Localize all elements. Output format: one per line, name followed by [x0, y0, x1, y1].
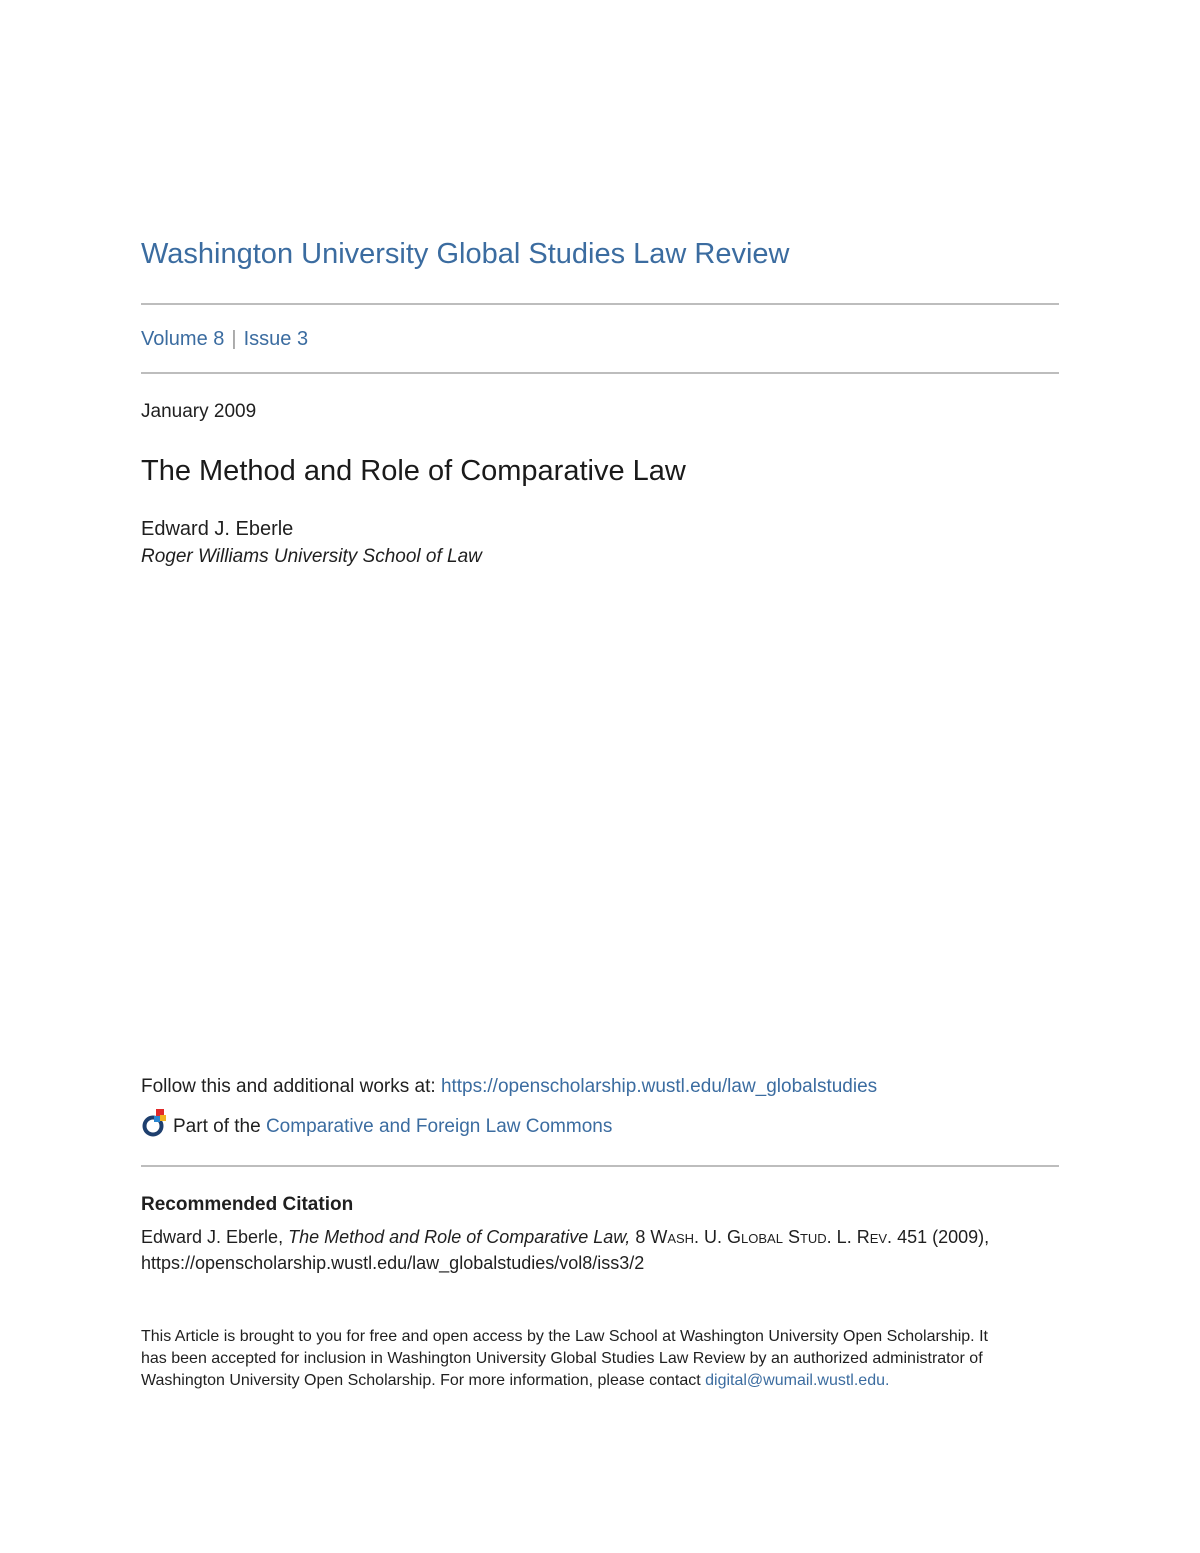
notice-text: This Article is brought to you for free and open access by the Law School at Washington University Open Scholarship. It has been accepted for inclusion in Washington University Global Studies Law Review by an authorized administrator of Washington University Open Scholarship. For more information, please contact: [141, 1328, 988, 1389]
follow-url-link[interactable]: https://openscholarship.wustl.edu/law_globalstudies: [440, 1076, 878, 1097]
citation-author: Edward J. Eberle,: [141, 1227, 284, 1247]
part-of-label: Part of the: [173, 1116, 261, 1137]
notice-end: .: [885, 1372, 890, 1389]
article-title: The Method and Role of Comparative Law: [141, 455, 686, 487]
citation-pages-year: 451 (2009),: [897, 1227, 990, 1247]
divider-citation: [141, 1165, 1059, 1167]
follow-line: [141, 1076, 877, 1098]
citation-text: [141, 1224, 1061, 1276]
part-of-line: [141, 1108, 612, 1138]
commons-link[interactable]: Comparative and Foreign Law Commons: [265, 1116, 613, 1137]
publication-date: January 2009: [141, 401, 257, 422]
volume-issue-line: [141, 328, 308, 351]
issue-link[interactable]: Issue 3: [243, 328, 309, 350]
network-commons-icon: [141, 1108, 169, 1138]
follow-label: Follow this and additional works at:: [141, 1076, 436, 1097]
citation-title: The Method and Role of Comparative Law,: [288, 1227, 631, 1247]
citation-journal: 8 Wash. U. Global Stud. L. Rev.: [635, 1227, 893, 1247]
recommended-citation-heading: Recommended Citation: [141, 1194, 354, 1215]
access-notice: [141, 1326, 1001, 1392]
volume-issue-separator: |: [231, 328, 237, 350]
divider-issue: [141, 372, 1059, 374]
author-name: Edward J. Eberle: [141, 518, 294, 540]
author-affiliation: Roger Williams University School of Law: [141, 546, 482, 567]
divider-top: [141, 303, 1059, 305]
contact-email-link[interactable]: digital@wumail.wustl.edu: [705, 1372, 885, 1389]
volume-link[interactable]: Volume 8: [141, 328, 225, 350]
journal-title[interactable]: Washington University Global Studies Law Review: [141, 238, 790, 270]
citation-url: https://openscholarship.wustl.edu/law_globalstudies/vol8/iss3/2: [141, 1253, 645, 1273]
